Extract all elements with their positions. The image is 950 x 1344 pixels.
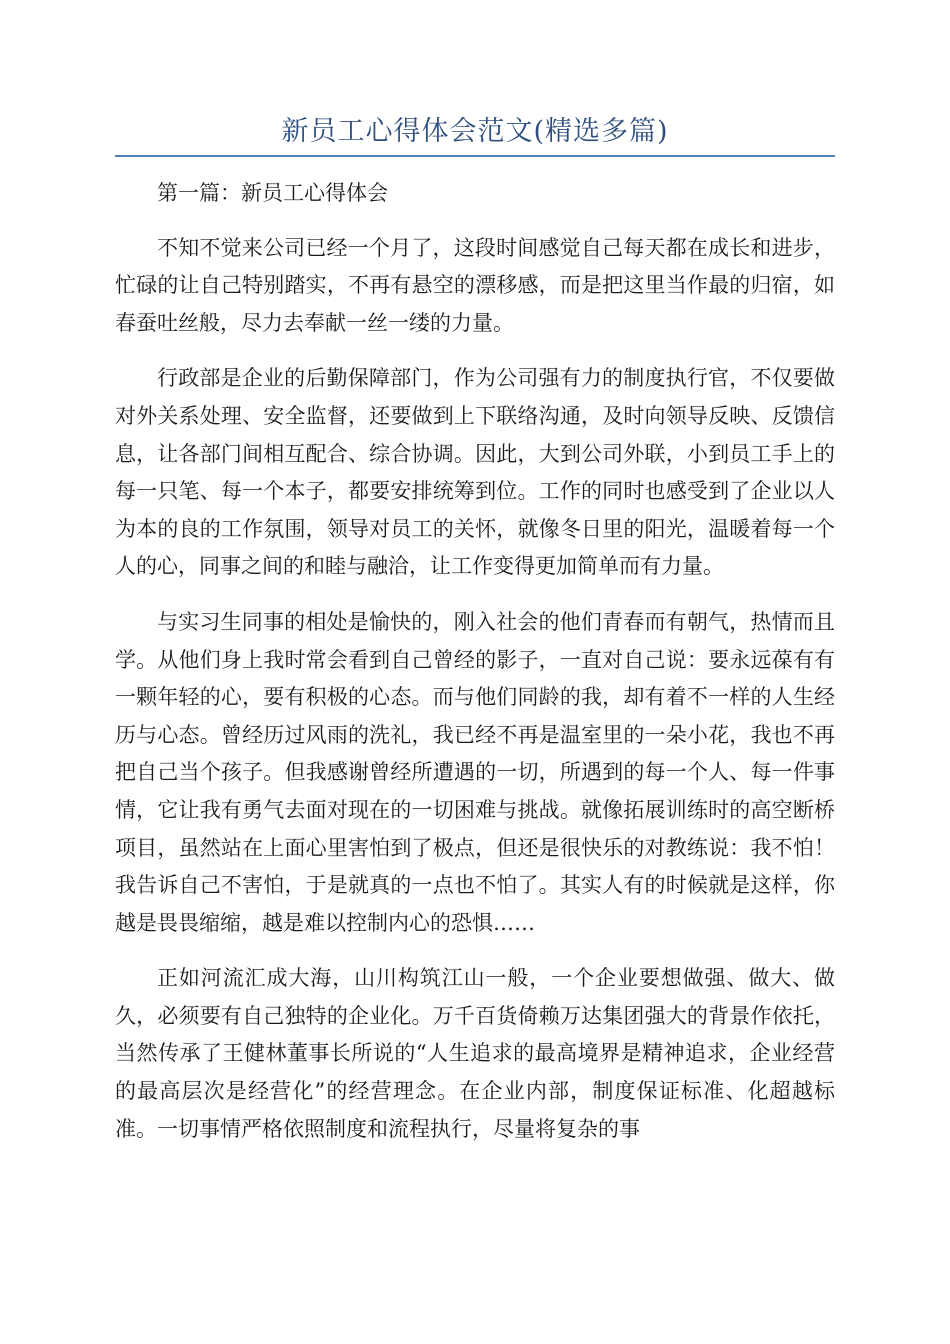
paragraph: 正如河流汇成大海，山川构筑江山一般，一个企业要想做强、做大、做久，必须要有自己独特的企业化。万千百货倚赖万达集团强大的背景作依托，当然传承了王健林董事长所说的“人生追求的最高境界是精神追求，企业经营的最高层次是经营化”的经营理念。在企业内部，制度保证标准、化超越标准。一切事情严格依照制度和流程执行，尽量将复杂的事 (115, 966, 835, 1141)
section-heading: 第一篇：新员工心得体会 (157, 181, 388, 205)
paragraph: 不知不觉来公司已经一个月了，这段时间感觉自己每天都在成长和进步，忙碌的让自己特别踏实，不再有悬空的漂移感，而是把这里当作最的归宿，如春蚕吐丝般，尽力去奉献一丝一缕的力量。 (115, 235, 835, 335)
document-title: 新员工心得体会范文(精选多篇) (281, 116, 669, 147)
paragraph: 行政部是企业的后勤保障部门，作为公司强有力的制度执行官，不仅要做对外关系处理、安全监督，还要做到上下联络沟通，及时向领导反映、反馈信息，让各部门间相互配合、综合协调。因此，大到公司外联，小到员工手上的每一只笔、每一个本子，都要安排统筹到位。工作的同时也感受到了企业以人为本的良的工作氛围，领导对员工的关怀，就像冬日里的阳光，温暖着每一个人的心，同事之间的和睦与融洽，让工作变得更加简单而有力量。 (115, 366, 835, 579)
title-underline (115, 155, 835, 157)
paragraph: 与实习生同事的相处是愉快的，刚入社会的他们青春而有朝气，热情而且学。从他们身上我时常会看到自己曾经的影子，一直对自己说：要永远葆有有一颗年轻的心，要有积极的心态。而与他们同龄的我，却有着不一样的人生经历与心态。曾经历过风雨的洗礼，我已经不再是温室里的一朵小花，我也不再把自己当个孩子。但我感谢曾经所遭遇的一切，所遇到的每一个人、每一件事情，它让我有勇气去面对现在的一切困难与挑战。就像拓展训练时的高空断桥项目，虽然站在上面心里害怕到了极点，但还是很快乐的对教练说：我不怕！我告诉自己不害怕，于是就真的一点也不怕了。其实人有的时候就是这样，你越是畏畏缩缩，越是难以控制内心的恐惧…… (115, 609, 835, 935)
document-body (115, 175, 835, 1166)
